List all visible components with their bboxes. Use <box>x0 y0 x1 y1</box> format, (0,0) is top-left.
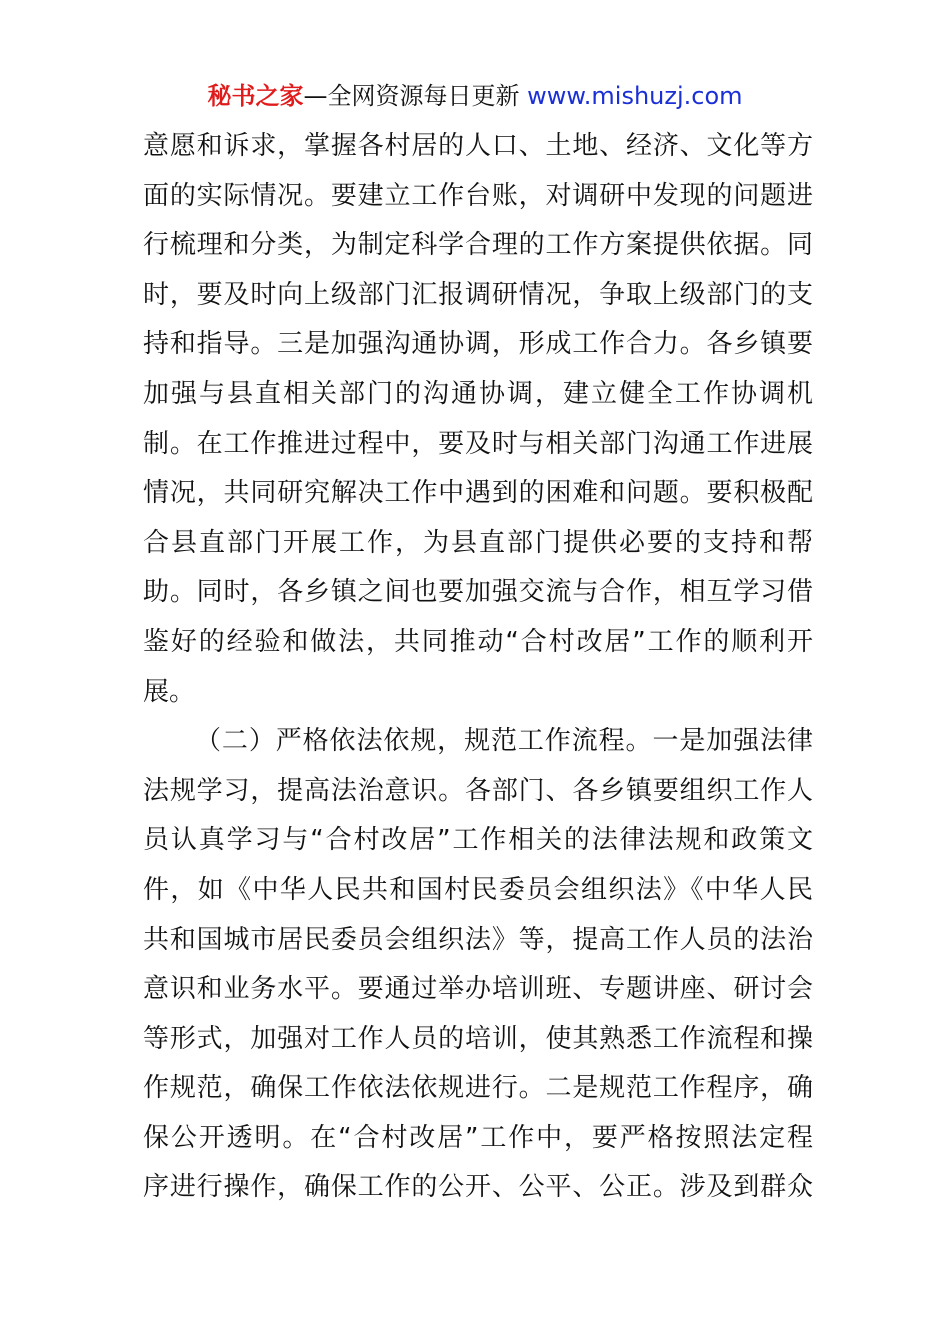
text-line: 员认真学习与“合村改居”工作相关的法律法规和政策文 <box>143 825 813 856</box>
text-line: 件，如《中华人民共和国村民委员会组织法》《中华人民 <box>143 874 813 905</box>
text-line: 等形式，加强对工作人员的培训，使其熟悉工作流程和操 <box>143 1023 813 1054</box>
text-line: 制。在工作推进过程中，要及时与相关部门沟通工作进展 <box>143 428 813 459</box>
text-line: 保公开透明。在“合村改居”工作中，要严格按照法定程 <box>143 1122 813 1153</box>
brand-name: 秘书之家 <box>207 82 304 110</box>
text-line: 作规范，确保工作依法依规进行。二是规范工作程序，确 <box>143 1073 813 1104</box>
text-line: 展。 <box>143 676 196 707</box>
paragraph-heading-line: （二）严格依法依规，规范工作流程。一是加强法律 <box>195 726 813 757</box>
text-line: 意愿和诉求，掌握各村居的人口、土地、经济、文化等方 <box>143 131 813 161</box>
text-line: 面的实际情况。要建立工作台账，对调研中发现的问题进 <box>143 180 813 211</box>
header-tagline: —全网资源每日更新 <box>303 82 520 110</box>
text-line: 时，要及时向上级部门汇报调研情况，争取上级部门的支 <box>143 279 813 310</box>
text-line: 行梳理和分类，为制定科学合理的工作方案提供依据。同 <box>143 230 813 261</box>
text-line: 情况，共同研究解决工作中遇到的困难和问题。要积极配 <box>143 478 813 509</box>
text-line: 持和指导。三是加强沟通协调，形成工作合力。各乡镇要 <box>143 329 813 360</box>
text-line: 加强与县直相关部门的沟通协调，建立健全工作协调机 <box>143 378 813 409</box>
text-line: 法规学习，提高法治意识。各部门、各乡镇要组织工作人 <box>143 775 813 806</box>
text-line: 共和国城市居民委员会组织法》等，提高工作人员的法治 <box>143 924 813 955</box>
text-line: 序进行操作，确保工作的公开、公平、公正。涉及到群众 <box>143 1172 813 1203</box>
text-line: 合县直部门开展工作，为县直部门提供必要的支持和帮 <box>143 527 813 558</box>
text-line: 助。同时，各乡镇之间也要加强交流与合作，相互学习借 <box>143 577 813 608</box>
header-url-link[interactable]: www.mishuzj.com <box>527 82 743 110</box>
text-line: 鉴好的经验和做法，共同推动“合村改居”工作的顺利开 <box>143 626 813 657</box>
document-body <box>143 122 813 1213</box>
text-line: 意识和业务水平。要通过举办培训班、专题讲座、研讨会 <box>143 974 813 1005</box>
page-header <box>0 78 950 114</box>
